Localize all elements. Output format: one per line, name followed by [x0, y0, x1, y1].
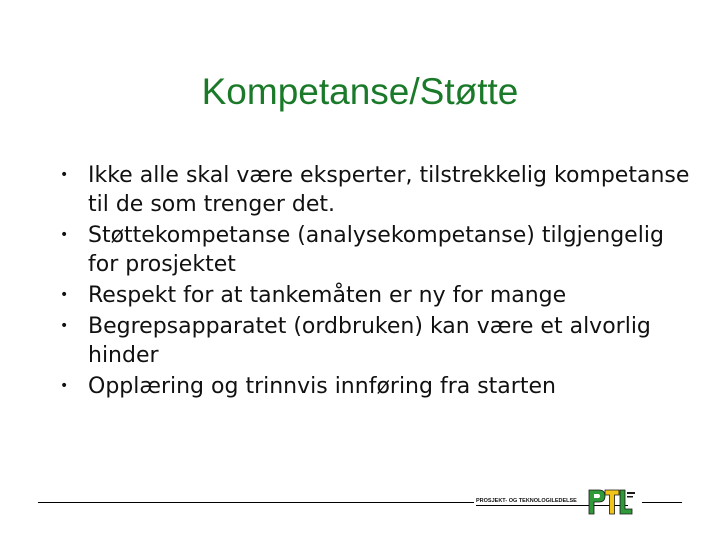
bullet-icon: •: [60, 318, 69, 334]
bullet-icon: •: [60, 227, 69, 243]
bullet-text: Støttekompetanse (analysekompetanse) tilgjengelig for prosjektet: [88, 223, 664, 277]
footer-divider-right: [642, 502, 682, 503]
bullet-text: Opplæring og trinnvis innføring fra starten: [88, 374, 556, 399]
bullet-item: [60, 161, 700, 219]
footer-caption: PROSJEKT- OG TEKNOLOGILEDELSE: [476, 497, 628, 506]
bullet-icon: •: [60, 167, 69, 183]
bullet-item: [60, 281, 700, 310]
bullet-item: [60, 221, 700, 279]
bullet-item: [60, 372, 700, 401]
ptl-logo-icon: [585, 484, 637, 520]
bullet-text: Ikke alle skal være eksperter, tilstrekkelig kompetanse til de som trenger det.: [88, 163, 690, 217]
bullet-list: [60, 161, 700, 403]
slide-title: Kompetanse/Støtte: [201, 71, 519, 112]
footer: [38, 490, 682, 530]
bullet-text: Begrepsapparatet (ordbruken) kan være et alvorlig hinder: [88, 314, 651, 368]
bullet-icon: •: [60, 287, 69, 303]
footer-divider: [38, 502, 474, 503]
bullet-text: Respekt for at tankemåten er ny for mange: [88, 283, 567, 308]
bullet-icon: •: [60, 378, 69, 394]
bullet-item: [60, 312, 700, 370]
